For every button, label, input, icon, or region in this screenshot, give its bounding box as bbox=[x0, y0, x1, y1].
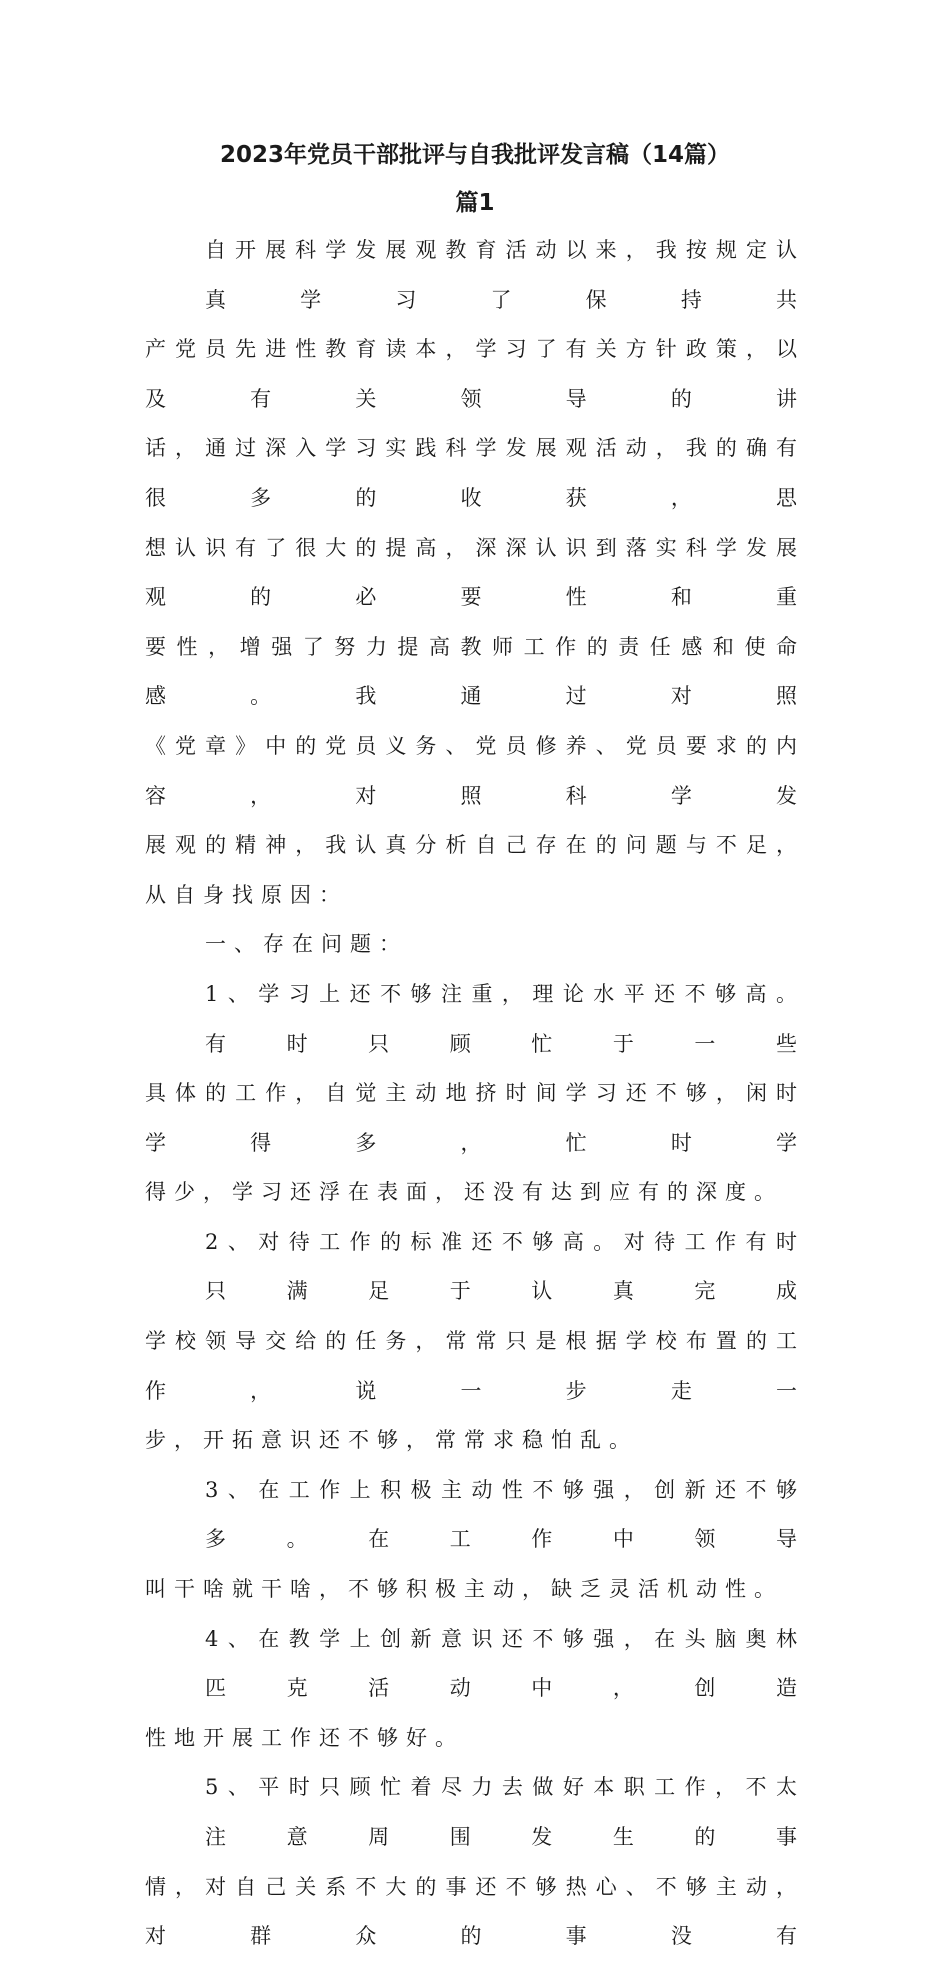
paragraph-line: 《党章》中的党员义务、党员修养、党员要求的内容，对照科学发 bbox=[145, 733, 805, 808]
paragraph-line: 得少，学习还浮在表面，还没有达到应有的深度。 bbox=[145, 1180, 783, 1205]
paragraph-line: 学校领导交给的任务，常常只是根据学校布置的工作，说一步走一 bbox=[145, 1329, 805, 1403]
paragraph-line: 叫干啥就干啥，不够积极主动，缺乏灵活机动性。 bbox=[145, 1577, 783, 1602]
paragraph-line: 要性，增强了努力提高教师工作的责任感和使命感。我通过对照 bbox=[145, 634, 805, 709]
paragraph-line: 话，通过深入学习实践科学发展观活动，我的确有很多的收获，思 bbox=[145, 436, 805, 510]
paragraph-line: 性地开展工作还不够好。 bbox=[145, 1725, 464, 1750]
paragraph-line: 1、学习上还不够注重，理论水平还不够高。有时只顾忙于一些 bbox=[205, 981, 805, 1056]
paragraph-line: 想认识有了很大的提高，深深认识到落实科学发展观的必要性和重 bbox=[145, 535, 805, 610]
document-title: 2023年党员干部批评与自我批评发言稿（14篇） bbox=[219, 142, 731, 168]
paragraph-line: 情，对自己关系不大的事还不够热心、不够主动，对群众的事没有 bbox=[145, 1874, 805, 1949]
paragraph-line: 4、在教学上创新意识还不够强，在头脑奥林匹克活动中，创造 bbox=[205, 1626, 805, 1701]
paragraph-line: 2、对待工作的标准还不够高。对待工作有时只满足于认真完成 bbox=[205, 1229, 805, 1304]
paragraph-line: 步，开拓意识还不够，常常求稳怕乱。 bbox=[145, 1428, 638, 1453]
document-body bbox=[145, 226, 805, 1962]
paragraph-line: 3、在工作上积极主动性不够强，创新还不够多。在工作中领导 bbox=[205, 1477, 805, 1552]
paragraph-line: 展观的精神，我认真分析自己存在的问题与不足，从自身找原因： bbox=[145, 833, 805, 907]
paragraph-line: 一、存在问题： bbox=[205, 932, 408, 957]
paragraph-line: 自开展科学发展观教育活动以来，我按规定认真学习了保持共 bbox=[205, 238, 805, 312]
paragraph-line: 产党员先进性教育读本，学习了有关方针政策，以及有关领导的讲 bbox=[145, 337, 805, 411]
paragraph-line: 具体的工作，自觉主动地挤时间学习还不够，闲时学得多，忙时学 bbox=[145, 1081, 805, 1155]
paragraph-line: 5、平时只顾忙着尽力去做好本职工作，不太注意周围发生的事 bbox=[205, 1775, 805, 1849]
section-heading: 篇1 bbox=[455, 190, 495, 216]
